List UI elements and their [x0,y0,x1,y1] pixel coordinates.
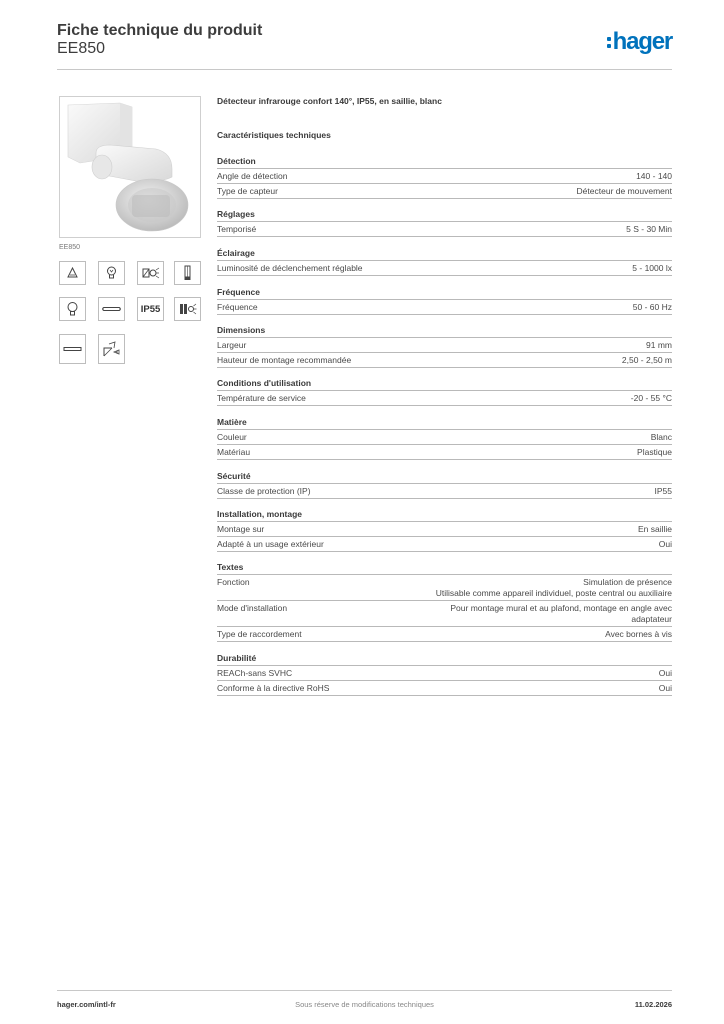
spec-value: 91 mm [646,340,672,350]
spec-row [217,537,672,552]
spec-value: 140 - 140 [636,171,672,181]
spec-label: Temporisé [217,224,257,234]
spec-row [217,575,672,601]
spec-value: En saillie [637,524,672,534]
spec-row [217,522,672,537]
triangle-warning-icon [59,261,86,285]
spec-value: 50 - 60 Hz [632,302,672,312]
spec-label: Type de capteur [217,186,278,196]
spec-value: IP55 [654,486,672,496]
spec-value: Plastique [637,447,672,457]
spec-row [217,338,672,353]
section-title: Dimensions [217,324,672,338]
specs-heading: Caractéristiques techniques [217,130,331,140]
spec-value-line: adaptateur [631,614,672,624]
hager-logo [607,28,672,56]
footer-date: 11.02.2026 [634,1000,672,1009]
transformer-lamp-icon [137,261,164,285]
spec-value: -20 - 55 °C [630,393,672,403]
spec-row [217,681,672,696]
spec-row [217,430,672,445]
spec-value: Oui [658,668,672,678]
spec-label: Largeur [217,340,247,350]
spec-row [217,666,672,681]
spec-label: Type de raccordement [217,629,302,639]
section-title: Durabilité [217,652,672,666]
section-title: Fréquence [217,286,672,300]
spec-label: Classe de protection (IP) [217,486,311,496]
product-description: Détecteur infrarouge confort 140°, IP55, en saillie, blanc [217,96,442,106]
section-durabilite [217,652,672,696]
section-conditions [217,377,672,406]
fluorescent-tube-icon [174,261,201,285]
page-footer [57,990,672,1014]
logo-dots-icon [607,37,611,48]
spec-row [217,391,672,406]
section-textes [217,561,672,642]
section-detection [217,155,672,199]
section-installation [217,508,672,552]
linear-tube-icon [59,334,86,364]
spec-value: Oui [658,539,672,549]
section-title: Sécurité [217,470,672,484]
spec-row [217,627,672,642]
spec-label: Matériau [217,447,251,457]
spec-row [217,169,672,184]
section-title: Textes [217,561,672,575]
spec-value [450,603,672,625]
section-securite [217,470,672,499]
section-frequence [217,286,672,315]
section-matiere [217,416,672,460]
spec-value: 5 - 1000 lx [632,263,672,273]
section-dimensions [217,324,672,368]
spec-label: Fréquence [217,302,258,312]
section-title: Conditions d'utilisation [217,377,672,391]
footer-website-link[interactable]: hager.com/intl-fr [57,1000,116,1009]
spec-row [217,445,672,460]
spec-label: Hauteur de montage recommandée [217,355,352,365]
spec-label: Adapté à un usage extérieur [217,539,324,549]
page-header [57,20,672,70]
product-reference: EE850 [59,244,81,251]
lamp-halogen-icon [98,261,125,285]
page-title: Fiche technique du produit [57,22,263,39]
spec-value: Avec bornes à vis [605,629,672,639]
product-code-heading: EE850 [57,40,106,57]
spec-label: Conforme à la directive RoHS [217,683,330,693]
section-reglages [217,208,672,237]
product-image [59,96,201,238]
spec-row [217,353,672,368]
spec-label: Luminosité de déclenchement réglable [217,263,363,273]
ip55-badge [137,297,164,321]
spec-value: Blanc [650,432,672,442]
spec-label: Montage sur [217,524,265,534]
spec-value-line: Pour montage mural et au plafond, montage en angle avec [450,603,672,613]
spec-value: 5 S - 30 Min [626,224,672,234]
spec-label: REACh-sans SVHC [217,668,293,678]
spec-row [217,261,672,276]
spec-row [217,484,672,499]
spec-value-line: Utilisable comme appareil individuel, poste central ou auxiliaire [435,588,672,598]
spec-row [217,184,672,199]
spec-value: 2,50 - 2,50 m [621,355,672,365]
spec-label: Fonction [217,577,250,587]
section-title: Détection [217,155,672,169]
spec-row [217,222,672,237]
spec-label: Angle de détection [217,171,288,181]
section-title: Réglages [217,208,672,222]
section-title: Éclairage [217,247,672,261]
logo-text: hager [612,28,672,55]
section-eclairage [217,247,672,276]
motion-detector-product-photo [60,97,200,237]
spec-value: Oui [658,683,672,693]
ip55-label: IP55 [140,303,161,315]
spec-label: Couleur [217,432,247,442]
spec-value-line: Simulation de présence [583,577,672,587]
spec-row [217,300,672,315]
spec-label: Mode d'installation [217,603,288,613]
spec-row [217,601,672,627]
fluorescent-lamp-icon [98,297,125,321]
spec-value: Détecteur de mouvement [576,186,672,196]
detector-angle-icon [98,334,125,364]
spec-value [436,577,672,599]
footer-disclaimer: Sous réserve de modifications techniques [295,1000,434,1009]
light-bulb-icon [59,297,86,321]
section-title: Matière [217,416,672,430]
spec-label: Température de service [217,393,306,403]
section-title: Installation, montage [217,508,672,522]
led-light-icon [174,297,201,321]
